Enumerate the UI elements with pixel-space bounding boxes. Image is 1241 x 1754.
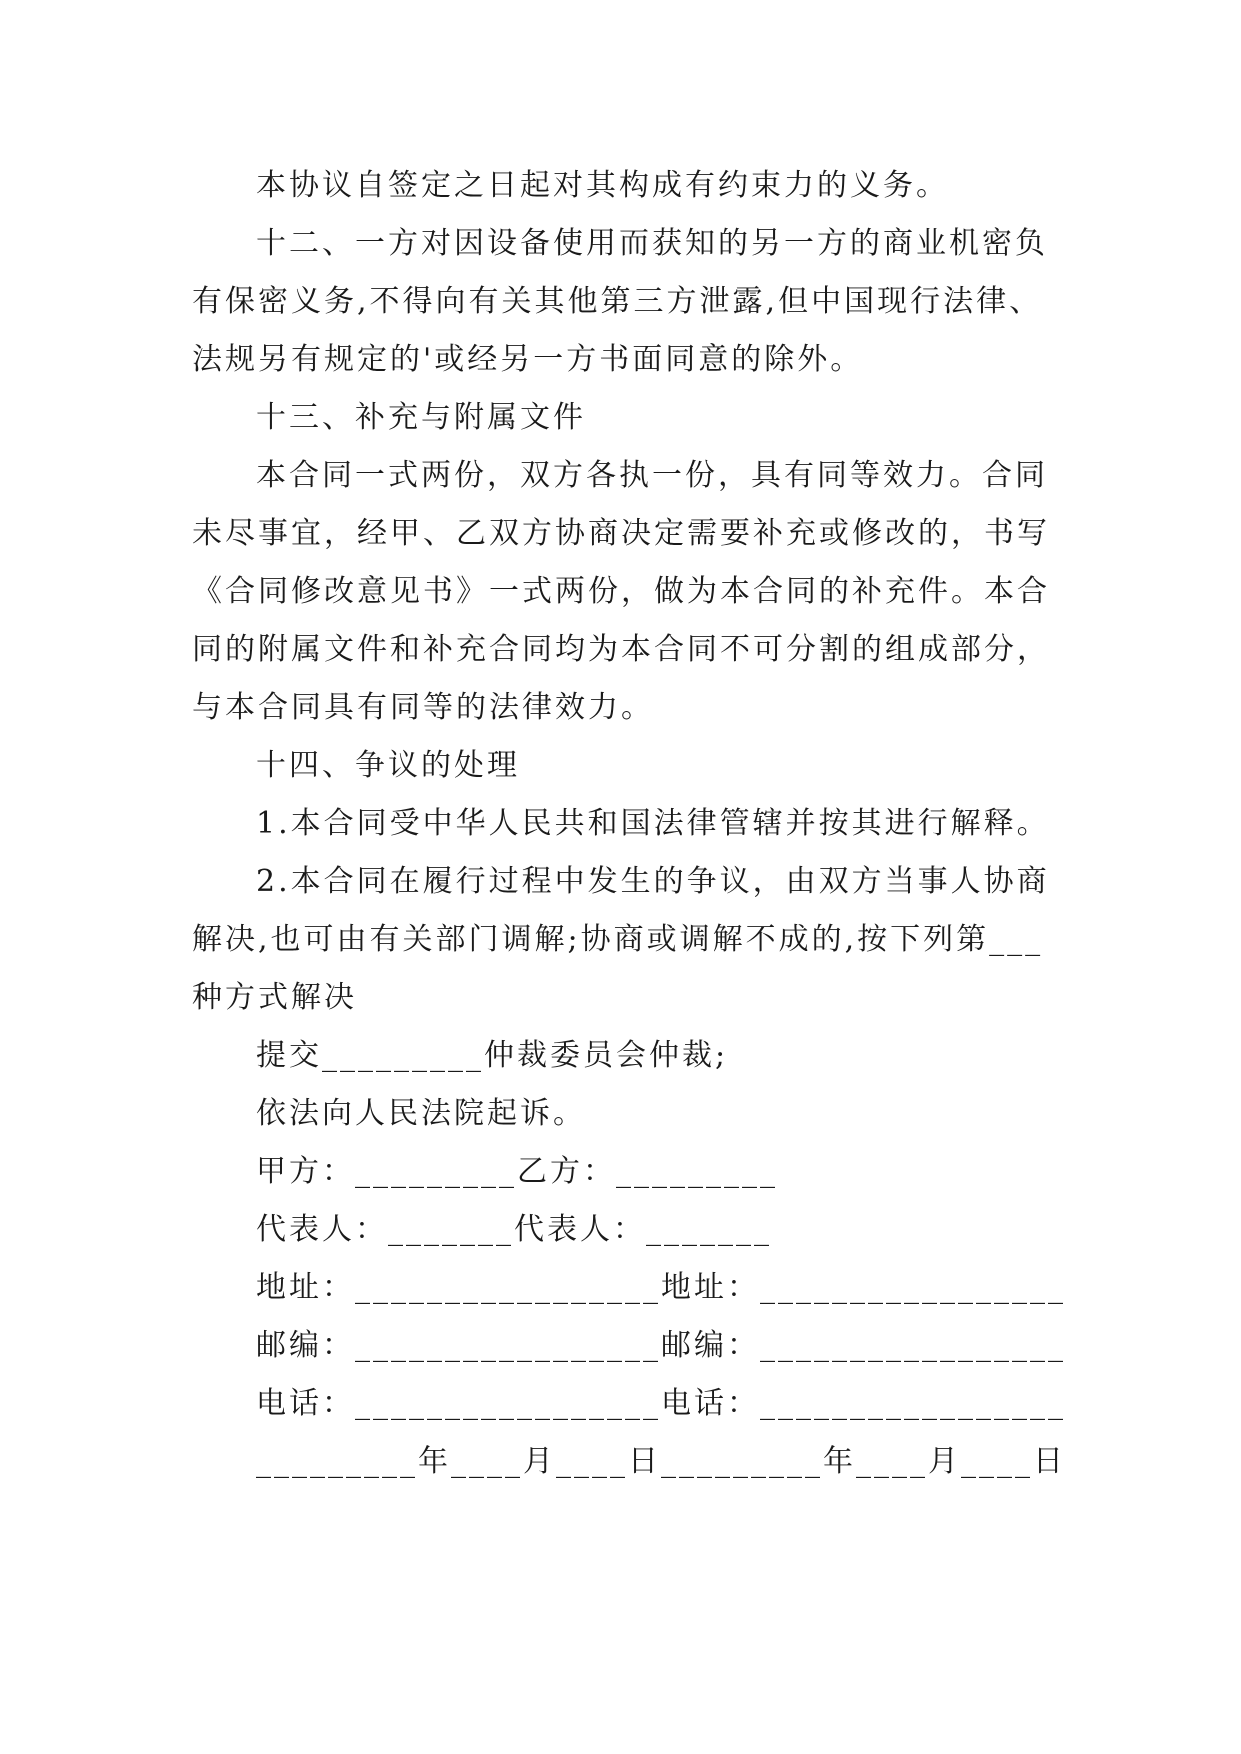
paragraph-line: 有保密义务,不得向有关其他第三方泄露,但中国现行法律、 — [192, 284, 1043, 319]
paragraph-line: 同的附属文件和补充合同均为本合同不可分割的组成部分， — [192, 632, 1050, 667]
numbered-item-1: 1.本合同受中华人民共和国法律管辖并按其进行解释。 — [256, 806, 1050, 841]
paragraph-line: 本协议自签定之日起对其构成有约束力的义务。 — [256, 168, 949, 203]
signature-postcode-row: 邮编：_________________邮编：_________________ — [256, 1328, 1066, 1363]
signature-address-row: 地址：_________________地址：_________________ — [256, 1270, 1066, 1305]
clause-13-heading: 十三、补充与附属文件 — [256, 400, 586, 435]
paragraph-line: 种方式解决 — [192, 980, 357, 1015]
paragraph-line: 《合同修改意见书》一式两份，做为本合同的补充件。本合 — [192, 574, 1050, 609]
paragraph-line: 与本合同具有同等的法律效力。 — [192, 690, 654, 725]
signature-party-row: 甲方：_________乙方：_________ — [256, 1154, 778, 1189]
signature-representative-row: 代表人：_______代表人：_______ — [256, 1212, 772, 1247]
clause-14-heading: 十四、争议的处理 — [256, 748, 520, 783]
option-arbitration: 提交_________仲裁委员会仲裁; — [256, 1038, 729, 1073]
paragraph-line: 解决,也可由有关部门调解;协商或调解不成的,按下列第___ — [192, 922, 1044, 957]
signature-date-row: _________年____月____日_________年____月____日 — [256, 1444, 1066, 1479]
signature-phone-row: 电话：_________________电话：_________________ — [256, 1386, 1066, 1421]
paragraph-line: 未尽事宜，经甲、乙双方协商决定需要补充或修改的，书写 — [192, 516, 1050, 551]
document-body — [192, 157, 1072, 1491]
clause-12-heading-line: 十二、一方对因设备使用而获知的另一方的商业机密负 — [256, 226, 1048, 261]
option-court: 依法向人民法院起诉。 — [256, 1096, 586, 1131]
numbered-item-2: 2.本合同在履行过程中发生的争议，由双方当事人协商 — [256, 864, 1050, 899]
paragraph-line: 法规另有规定的'或经另一方书面同意的除外。 — [192, 342, 864, 377]
paragraph-line: 本合同一式两份，双方各执一份，具有同等效力。合同 — [256, 458, 1048, 493]
